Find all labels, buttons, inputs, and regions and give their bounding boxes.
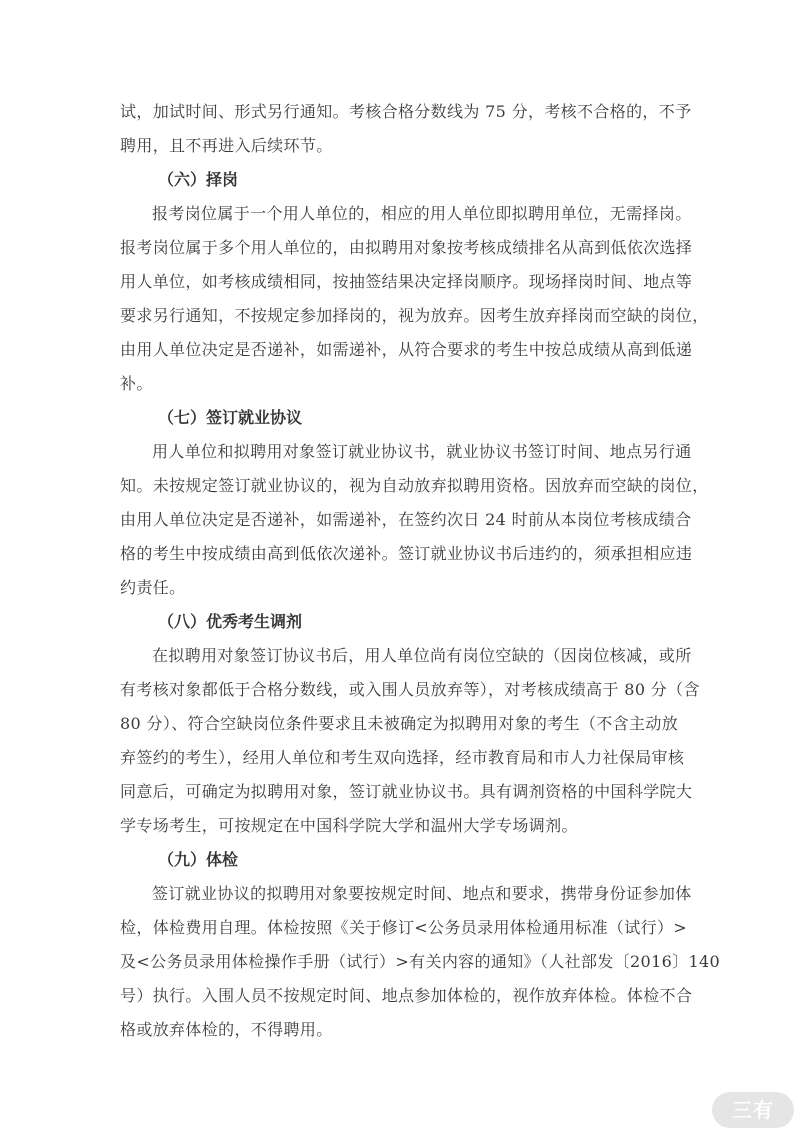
paragraph-line: 同意后，可确定为拟聘用对象，签订就业协议书。具有调剂资格的中国科学院大 — [120, 782, 693, 801]
paragraph-line: 知。未按规定签订就业协议的，视为自动放弃拟聘用资格。因放弃而空缺的岗位， — [120, 476, 709, 495]
paragraph-line: 检，体检费用自理。体检按照《关于修订<公务员录用体检通用标准（试行）> — [120, 918, 688, 937]
paragraph-line: 80 分）、符合空缺岗位条件要求且未被确定为拟聘用对象的考生（不含主动放 — [120, 714, 679, 733]
paragraph-line: 聘用，且不再进入后续环节。 — [120, 136, 333, 155]
paragraph-line: 有考核对象都低于合格分数线，或入围人员放弃等），对考核成绩高于 80 分（含 — [120, 680, 700, 699]
paragraph-line: 在拟聘用对象签订协议书后，用人单位尚有岗位空缺的（因岗位核减，或所 — [152, 646, 692, 665]
paragraph-line: 学专场考生，可按规定在中国科学院大学和温州大学专场调剂。 — [120, 816, 578, 835]
paragraph-line: 及<公务员录用体检操作手册（试行）>有关内容的通知》（人社部发〔2016〕140 — [120, 952, 721, 971]
paragraph-line: 格的考生中按成绩由高到低依次递补。签订就业协议书后违约的，须承担相应违 — [120, 544, 693, 563]
section-heading-adjustment: （八）优秀考生调剂 — [158, 612, 303, 631]
paragraph-line: 要求另行通知，不按规定参加择岗的，视为放弃。因考生放弃择岗而空缺的岗位， — [120, 306, 709, 325]
section-heading-selection: （六）择岗 — [158, 170, 239, 189]
section-heading-agreement: （七）签订就业协议 — [158, 408, 303, 427]
paragraph-line: 弃签约的考生），经用人单位和考生双向选择，经市教育局和市人力社保局审核 — [120, 748, 685, 767]
paragraph-line: 报考岗位属于一个用人单位的，相应的用人单位即拟聘用单位，无需择岗。 — [152, 204, 692, 223]
paragraph-line: 约责任。 — [120, 578, 186, 597]
paragraph-line: 用人单位和拟聘用对象签订就业协议书，就业协议书签订时间、地点另行通 — [152, 442, 692, 461]
document-page — [120, 95, 721, 1047]
section-heading-physical-exam: （九）体检 — [158, 850, 239, 869]
paragraph-line: 由用人单位决定是否递补，如需递补，在签约次日 24 时前从本岗位考核成绩合 — [120, 510, 692, 529]
paragraph-line: 由用人单位决定是否递补，如需递补，从符合要求的考生中按总成绩从高到低递 — [120, 340, 693, 359]
paragraph-line: 补。 — [120, 374, 153, 393]
watermark-logo: 三有 — [712, 1092, 794, 1128]
paragraph-line: 格或放弃体检的，不得聘用。 — [120, 1020, 333, 1039]
paragraph-line: 试，加试时间、形式另行通知。考核合格分数线为 75 分，考核不合格的，不予 — [120, 102, 692, 121]
paragraph-line: 号）执行。入围人员不按规定时间、地点参加体检的，视作放弃体检。体检不合 — [120, 986, 693, 1005]
paragraph-line: 签订就业协议的拟聘用对象要按规定时间、地点和要求，携带身份证参加体 — [152, 884, 692, 903]
paragraph-line: 报考岗位属于多个用人单位的，由拟聘用对象按考核成绩排名从高到低依次选择 — [120, 238, 693, 257]
paragraph-line: 用人单位，如考核成绩相同，按抽签结果决定择岗顺序。现场择岗时间、地点等 — [120, 272, 693, 291]
